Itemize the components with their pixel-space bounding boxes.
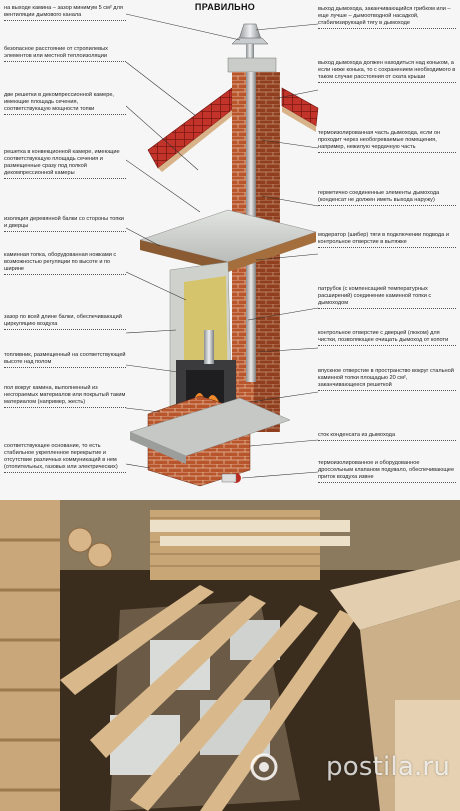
watermark: postila.ru — [326, 752, 450, 782]
callout-sealed-joints: герметично соединенные элементы дымохода (конденсат не должен иметь выхода наружу) — [318, 190, 456, 206]
diagram-title: ПРАВИЛЬНО — [194, 2, 256, 12]
callout-convection-grille: решетка в конвекционной камере, имеющие соответствующую площадь сечения и размещенные сразу под полкой декомпрессионной камеры — [4, 149, 126, 179]
callout-firebox-legs: каминная топка, оборудованная ножками с возможностью регуляции по высоте и по ширине — [4, 252, 126, 275]
callout-damper: модератор (шибер) тяги в подключении подвода и контрольное отверстие в вытяжке — [318, 232, 456, 248]
callout-connector-pipe: патрубок (с компенсацией температурных расширений) соединение каминной топки с дымоходом — [318, 286, 456, 309]
callout-air-supply-duct: термоизолированное и оборудованное дроссельным клапаном подувало, обеспечивающее приток воздуха извне — [318, 460, 456, 483]
callout-firebox-height: топливник, размещенный на соответствующей высоте над полом — [4, 352, 126, 368]
callout-decompression-grilles: две решетки в декомпрессионной камере, имеющие площадь сечения, соответствующую мощности топки — [4, 92, 126, 115]
fireplace-base — [130, 396, 290, 486]
callout-stable-base: соответствующее основание, то есть стабильное укрепленное перекрытие и отсутствие различных коммуникаций в нем (отопительных, газовых или электрических) — [4, 443, 126, 473]
callout-above-ridge: выход дымохода должен находиться над коньком, а если ниже конька, то с сохранением необходимого в таком случае расстояния от ската крыши — [318, 60, 456, 83]
callout-beam-gap: зазор по всей длине балки, обеспечивающий циркуляцию воздуха — [4, 314, 126, 330]
postila-logo-icon — [250, 753, 278, 781]
callout-chimney-cap: выход дымохода, заканчивающийся грибком или – еще лучше – дымоотводной насадкой, стабилизирующей тягу в дымоходе — [318, 6, 456, 29]
callout-air-inlet: впускное отверстие в пространство вокруг стальной каминной топки площадью 20 см², заканчивающееся решеткой — [318, 368, 456, 391]
callout-insulated-chimney: термоизолированная часть дымохода, если он проходит через необогреваемые помещения, например, нежилую чердачную часть — [318, 130, 456, 153]
callout-vent-gap: на выходе камина – зазор минимум 5 см² для вентиляции дымового канала — [4, 5, 126, 21]
callout-cleanout-door: контрольное отверстие с дверцей (люком) для чистки, позволяющее очищать дымоход от копоти — [318, 330, 456, 346]
callout-safe-distance: безопасное расстояние от стропилевых элементов или местной теплоизоляции — [4, 46, 126, 62]
callout-noncombustible-floor: пол вокруг камина, выполненный из несгораемых материалов или покрытый таким материалом (например, жесть) — [4, 385, 126, 408]
callout-condensate-drain: сток конденсата из дымохода — [318, 432, 456, 441]
callout-beam-insulation: изоляция деревянной балки со стороны топки и дверцы — [4, 216, 126, 232]
